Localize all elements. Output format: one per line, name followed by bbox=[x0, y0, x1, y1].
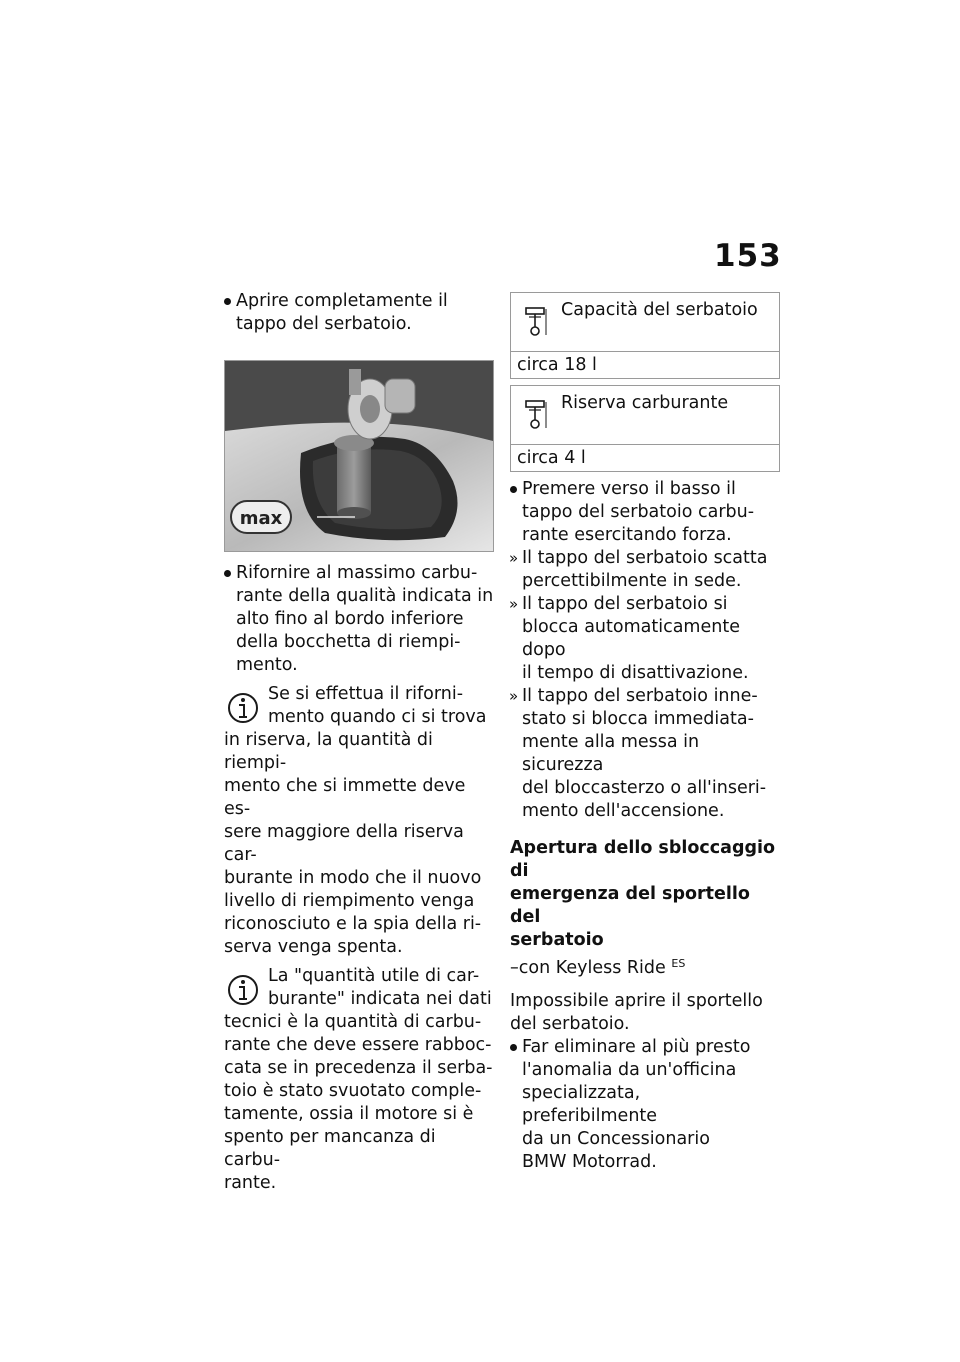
result-marker: » bbox=[509, 687, 519, 705]
fuel-filler-illustration bbox=[225, 361, 493, 551]
info-icon bbox=[226, 971, 260, 1009]
result-marker: » bbox=[509, 595, 519, 613]
step-close-cap: Premere verso il basso il tappo del serbatoio carbu- rante esercitando forza. bbox=[510, 478, 780, 547]
result-cap-engages: » Il tappo del serbatoio scatta percettibilmente in sede. bbox=[509, 548, 768, 591]
fuel-filler-photo bbox=[224, 360, 494, 552]
technical-data-icon bbox=[523, 305, 549, 339]
section-heading: Apertura dello sbloccaggio di emergenza del sportello del serbatoio bbox=[510, 838, 776, 950]
step-contact-workshop: Far eliminare al più presto l'anomalia da un'officina specializzata, preferibilmente da un Concessionario BMW Motorrad. bbox=[510, 1036, 780, 1174]
right-column bbox=[510, 292, 780, 1174]
result-marker: » bbox=[509, 549, 519, 567]
option-equipment-line: –con Keyless Ride $^{ES}$ bbox=[510, 957, 686, 978]
spec-tank-capacity: Capacità del serbatoio circa 18 l bbox=[510, 292, 780, 379]
left-column bbox=[224, 290, 494, 1195]
info-icon bbox=[226, 689, 260, 727]
result-cap-locks-immediately: » Il tappo del serbatoio inne- stato si blocca immediata- mente alla messa in sicurezza del bloccasterzo o all'inseri- mento dell'accensione. bbox=[509, 686, 767, 821]
photo-max-label: max bbox=[239, 508, 283, 529]
result-cap-locks-auto: » Il tappo del serbatoio si blocca automaticamente dopo il tempo di disattivazione. bbox=[509, 594, 749, 683]
page-number: 153 bbox=[714, 238, 782, 274]
fault-description: Impossibile aprire il sportello del serbatoio. bbox=[510, 991, 763, 1034]
spec-value: circa 18 l bbox=[517, 355, 597, 375]
technical-data-icon bbox=[523, 398, 549, 432]
info-note-usable-fuel: La "quantità utile di car- burante" indicata nei dati tecnici è la quantità di carbu- rante che deve essere rabboc- cata se in precedenza il serba- toio è stato svuotato comple- tamente, ossia il motore si è spento per mancanza di carbu- rante. bbox=[224, 966, 493, 1193]
spec-fuel-reserve: Riserva carburante circa 4 l bbox=[510, 385, 780, 472]
step-open-cap: Aprire completamente il tappo del serbatoio. bbox=[224, 290, 494, 336]
info-note-reserve: Se si effettua il riforni- mento quando ci si trova in riserva, la quantità di riempi- mento che si immette deve es- sere maggiore della riserva car- burante in modo che il nuovo livello di riempimento venga riconosciuto e la spia della ri- serva venga spenta. bbox=[224, 684, 487, 957]
option-code: ES bbox=[671, 957, 686, 970]
step-refuel: Rifornire al massimo carbu- rante della qualità indicata in alto fino al bordo inferiore della bocchetta di riempi- mento. bbox=[224, 562, 494, 677]
spec-value: circa 4 l bbox=[517, 448, 586, 468]
